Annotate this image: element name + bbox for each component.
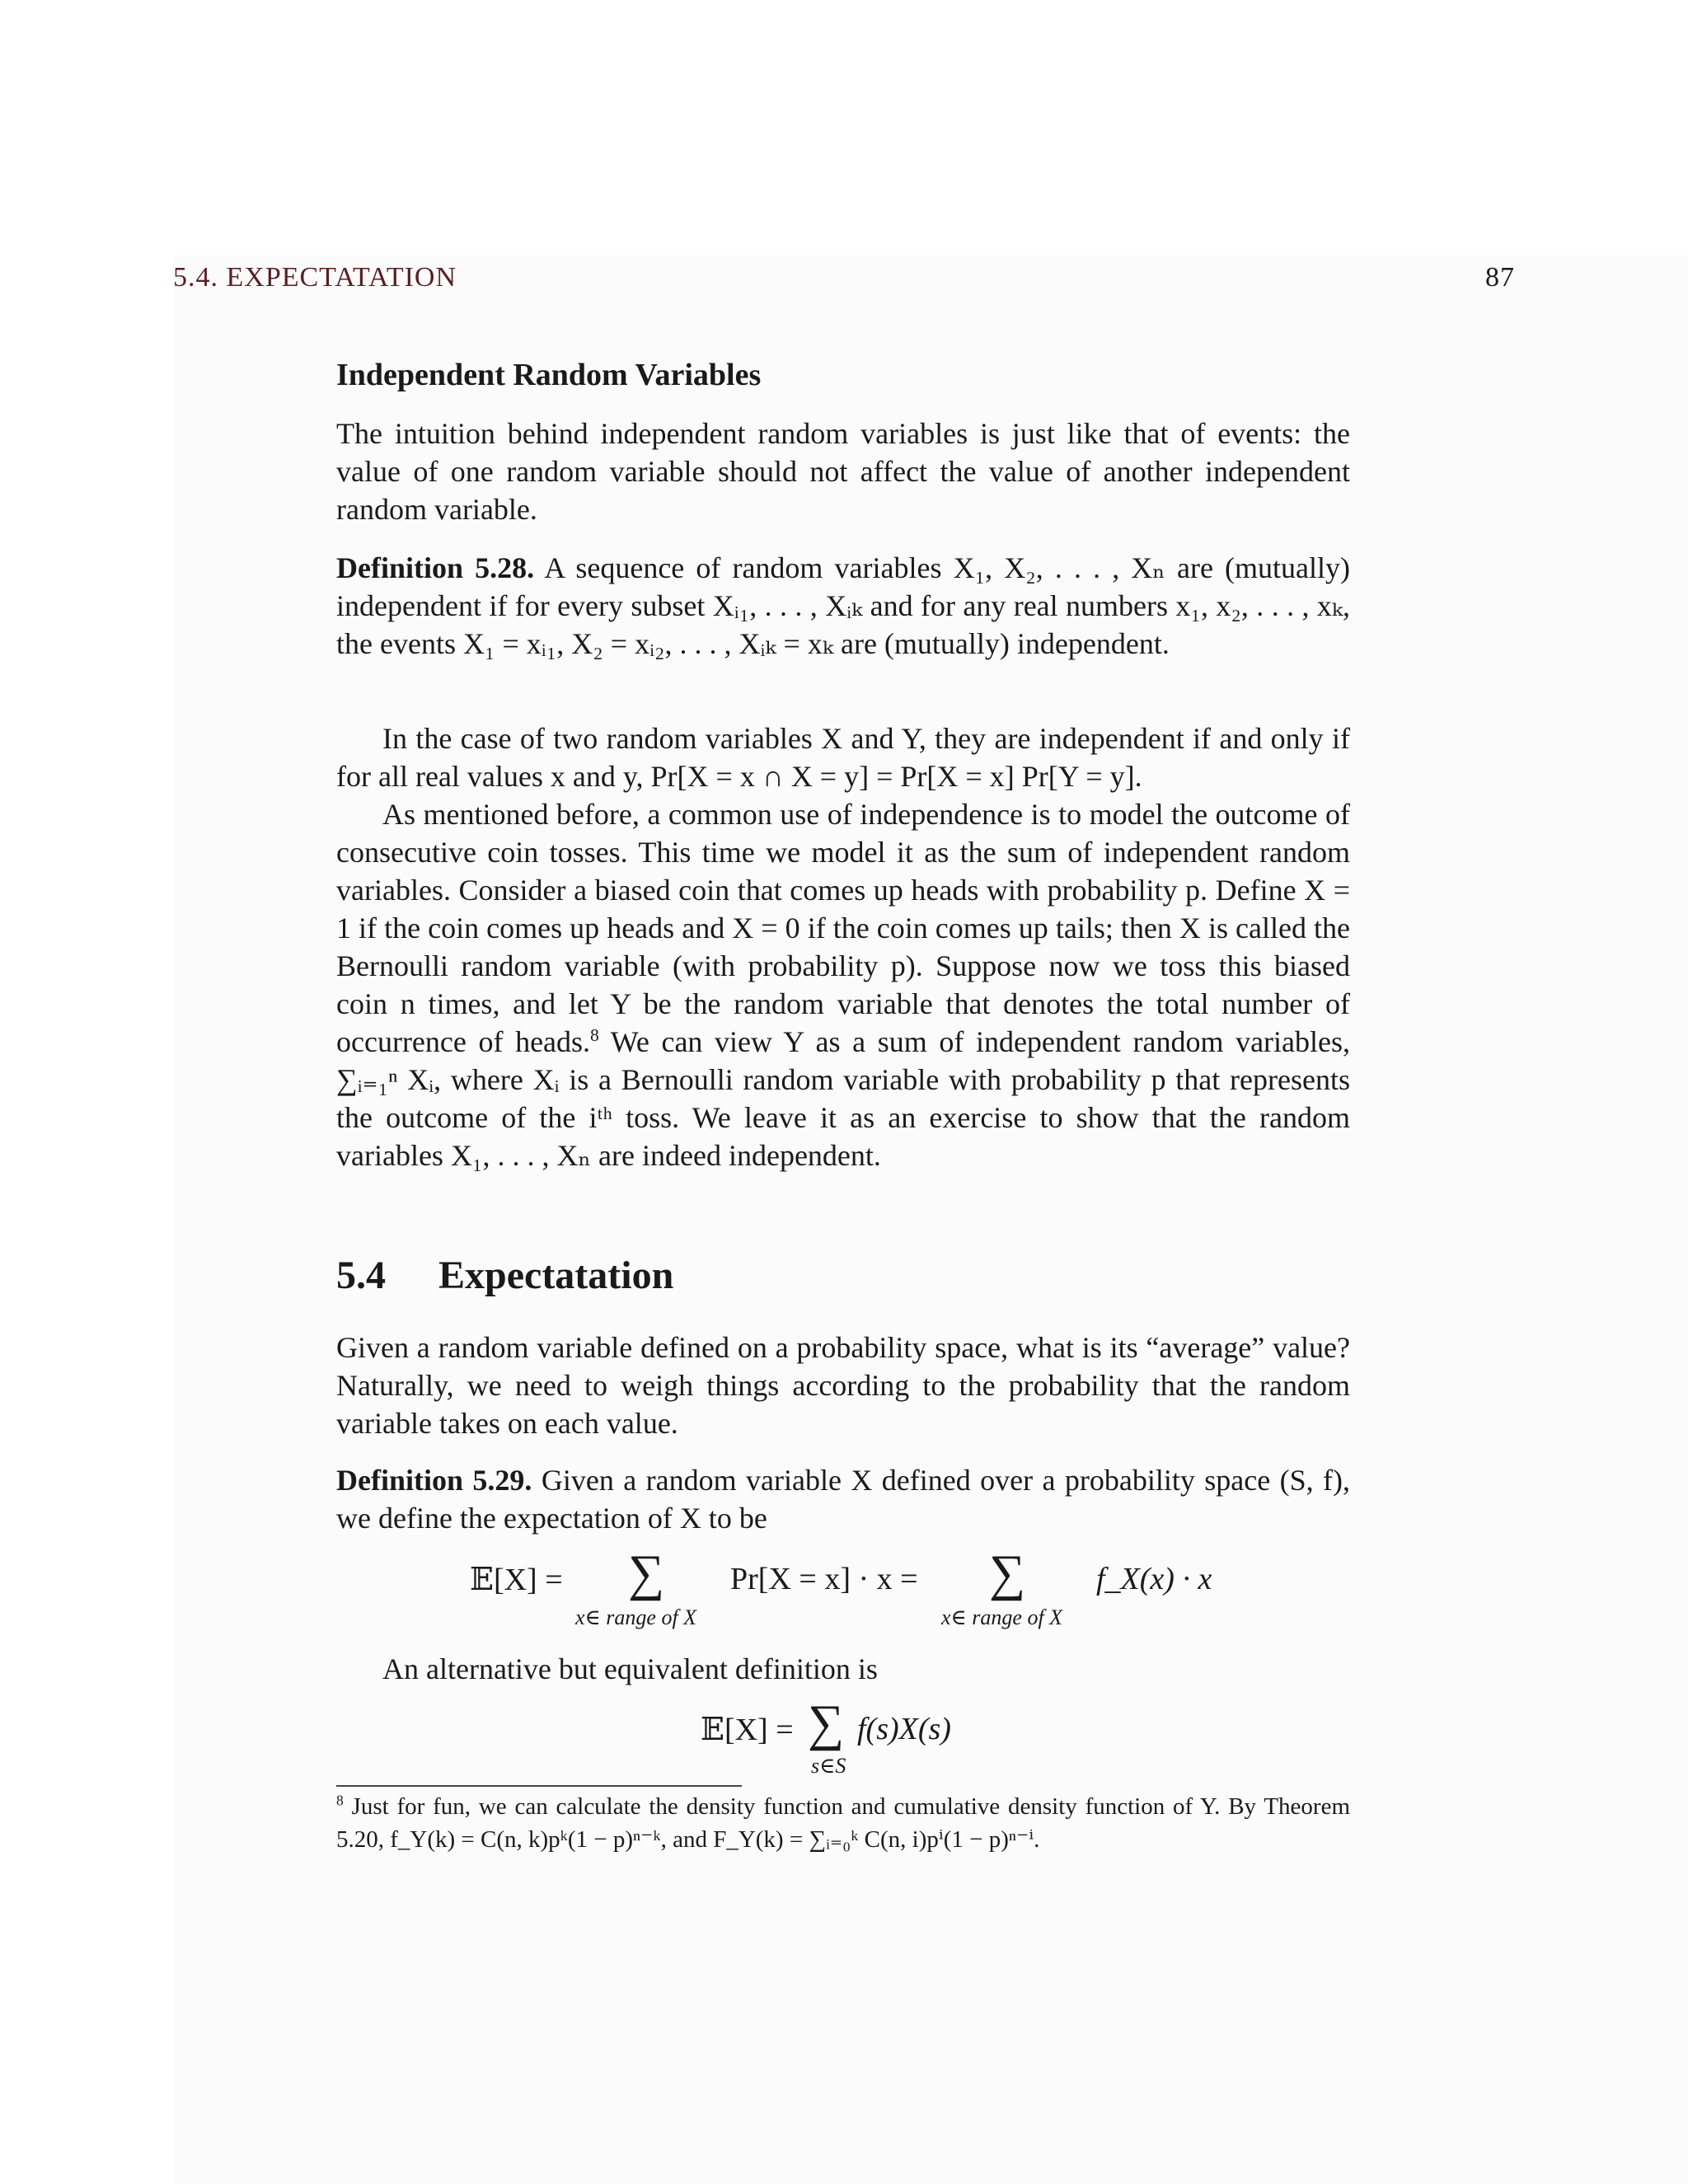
running-head-section: 5.4. EXPECTATATION: [173, 262, 457, 293]
equation-lhs: 𝔼[X] =: [470, 1563, 563, 1597]
sum-symbol: ∑: [989, 1545, 1026, 1601]
definition-label: Definition 5.28.: [336, 551, 535, 584]
definition-label: Definition 5.29.: [336, 1464, 532, 1497]
section-title: Expectatation: [438, 1254, 674, 1297]
section-number: 5.4: [336, 1254, 386, 1297]
sum-symbol: ∑: [628, 1545, 665, 1601]
alternative-equation: [701, 1695, 1030, 1790]
bernoulli-text-b: We can view Y as a sum of independent random variables, ∑ᵢ₌₁ⁿ Xᵢ, where Xᵢ is a Bernoulli random variable with probability p that represents the outcome of the iᵗʰ toss. We leave it as an exercise to show that the random variables X₁, . . . , Xₙ are indeed independent.: [336, 1025, 1351, 1172]
definition-text: Given a random variable X defined over a probability space (S, f), we define the expectation of X to be: [336, 1464, 1351, 1535]
sum-subscript: x∈ range of X: [575, 1605, 697, 1629]
footnote: [336, 1790, 1350, 1856]
section-heading: [336, 1251, 1350, 1301]
paragraph-two-variables: In the case of two random variables X and Y, they are independent if and only if for all real values x and y, Pr[X = x ∩ X = y] = Pr[X = x] Pr[Y = y].: [336, 722, 1350, 793]
paragraph-bernoulli-block: [336, 719, 1350, 1174]
sum-subscript: s∈S: [811, 1754, 846, 1778]
paragraph-intro: The intuition behind independent random variables is just like that of events: the value of one random variable should not affect the value of another independent random variable.: [336, 417, 1350, 526]
sum-symbol: ∑: [808, 1695, 845, 1751]
page-number: 87: [1485, 262, 1515, 293]
footnote-rule: [336, 1785, 742, 1787]
subsection-title: Independent Random Variables: [336, 358, 762, 392]
definition-5-28: [336, 549, 1350, 663]
page-shade: [173, 255, 1688, 2184]
equation-middle: Pr[X = x] · x =: [730, 1562, 918, 1596]
equation-rhs: f_X(x) · x: [1096, 1562, 1212, 1596]
alternative-definition-text: An alternative but equivalent definition is: [382, 1652, 878, 1685]
paragraph-bernoulli: [336, 795, 1350, 1174]
paragraph-expectation: Given a random variable defined on a probability space, what is its “average” value? Naturally, we need to weigh things according to the probability that the random variable takes on each value.: [336, 1331, 1350, 1440]
equation-lhs: 𝔼[X] =: [701, 1713, 794, 1747]
bernoulli-text-a: As mentioned before, a common use of independence is to model the outcome of consecutive coin tosses. This time we model it as the sum of independent random variables. Consider a biased coin that comes up heads with probability p. Define X = 1 if the coin comes up heads and X = 0 if the coin comes up tails; then X is called the Bernoulli random variable (with probability p). Suppose now we toss this biased coin n times, and let Y be the random variable that denotes the total number of occurrence of heads.: [336, 798, 1350, 1058]
expectation-equation: [470, 1545, 1261, 1642]
sum-subscript: x∈ range of X: [941, 1605, 1063, 1629]
footnote-marker: 8: [590, 1025, 599, 1045]
footnote-text: Just for fun, we can calculate the density function and cumulative density function of Y. By Theorem 5.20, f_Y(k) = C(n, k)pᵏ(1 − p)ⁿ⁻ᵏ, and F_Y(k) = ∑ᵢ₌₀ᵏ C(n, i)pⁱ(1 − p)ⁿ⁻ⁱ.: [336, 1793, 1351, 1853]
footnote-number: 8: [336, 1792, 344, 1809]
equation-rhs: f(s)X(s): [857, 1712, 951, 1746]
definition-5-29: [336, 1461, 1350, 1537]
running-head: [173, 262, 1515, 293]
definition-text: A sequence of random variables X₁, X₂, . . . , Xₙ are (mutually) independent if for every subset Xᵢ₁, . . . , Xᵢₖ and for any real numbers x₁, x₂, . . . , xₖ, the events X₁ = xᵢ₁, X₂ = xᵢ₂, . . . , Xᵢₖ = xₖ are (mutually) independent.: [336, 551, 1350, 660]
